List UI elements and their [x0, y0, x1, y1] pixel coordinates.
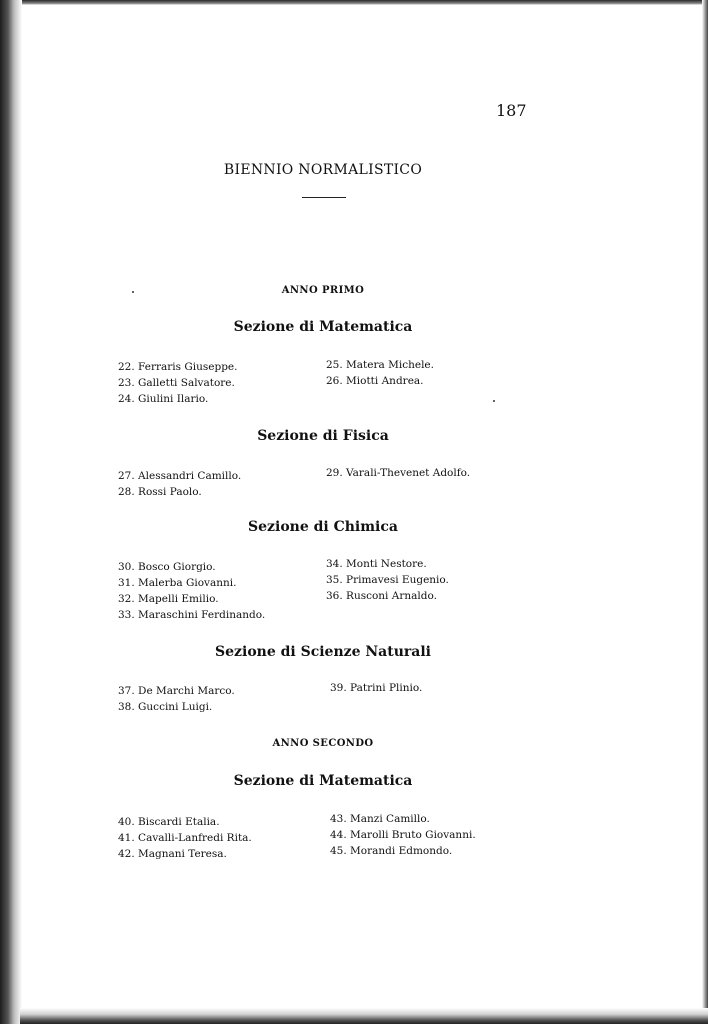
list-item: 28. Rossi Paolo.	[118, 486, 202, 498]
page-title: BIENNIO NORMALISTICO	[223, 162, 423, 178]
page-number: 187	[496, 101, 527, 120]
list-item: 31. Malerba Giovanni.	[118, 577, 237, 589]
list-item: 29. Varali-Thevenet Adolfo.	[326, 467, 471, 479]
list-item: 45. Morandi Edmondo.	[330, 845, 453, 857]
list-item: 27. Alessandri Camillo.	[118, 470, 242, 482]
list-item: 24. Giulini Ilario.	[118, 393, 209, 405]
scan-speck	[493, 400, 495, 402]
list-item: 23. Galletti Salvatore.	[118, 377, 235, 389]
list-item: 32. Mapelli Emilio.	[118, 593, 219, 605]
section-title: Sezione di Matematica	[233, 319, 413, 335]
list-item: 44. Marolli Bruto Giovanni.	[330, 829, 476, 841]
list-item: 37. De Marchi Marco.	[118, 685, 235, 697]
list-item: 39. Patrini Plinio.	[330, 682, 423, 694]
list-item: 33. Maraschini Ferdinando.	[118, 609, 266, 621]
list-item: 30. Bosco Giorgio.	[118, 561, 216, 573]
scan-edge-top	[0, 0, 708, 5]
list-item: 40. Biscardi Etalia.	[118, 816, 220, 828]
list-item: 34. Monti Nestore.	[326, 558, 427, 570]
year-heading-primo: ANNO PRIMO	[281, 285, 365, 296]
list-item: 41. Cavalli-Lanfredi Rita.	[118, 832, 252, 844]
list-item: 35. Primavesi Eugenio.	[326, 574, 449, 586]
list-item: 26. Miotti Andrea.	[326, 375, 424, 387]
scan-speck	[132, 291, 134, 293]
list-item: 25. Matera Michele.	[326, 359, 434, 371]
section-title: Sezione di Scienze Naturali	[215, 644, 431, 660]
list-item: 22. Ferraris Giuseppe.	[118, 361, 238, 373]
section-title: Sezione di Chimica	[248, 519, 398, 535]
section-title: Sezione di Fisica	[257, 428, 389, 444]
title-rule	[302, 197, 346, 198]
section-title: Sezione di Matematica	[233, 773, 413, 789]
list-item: 43. Manzi Camillo.	[330, 813, 430, 825]
list-item: 38. Guccini Luigi.	[118, 701, 213, 713]
scan-edge-left	[0, 0, 22, 1024]
scan-edge-right	[702, 0, 708, 1024]
list-item: 42. Magnani Teresa.	[118, 848, 227, 860]
scan-edge-bottom	[20, 1008, 708, 1024]
list-item: 36. Rusconi Arnaldo.	[326, 590, 437, 602]
year-heading-secondo: ANNO SECONDO	[272, 738, 374, 749]
